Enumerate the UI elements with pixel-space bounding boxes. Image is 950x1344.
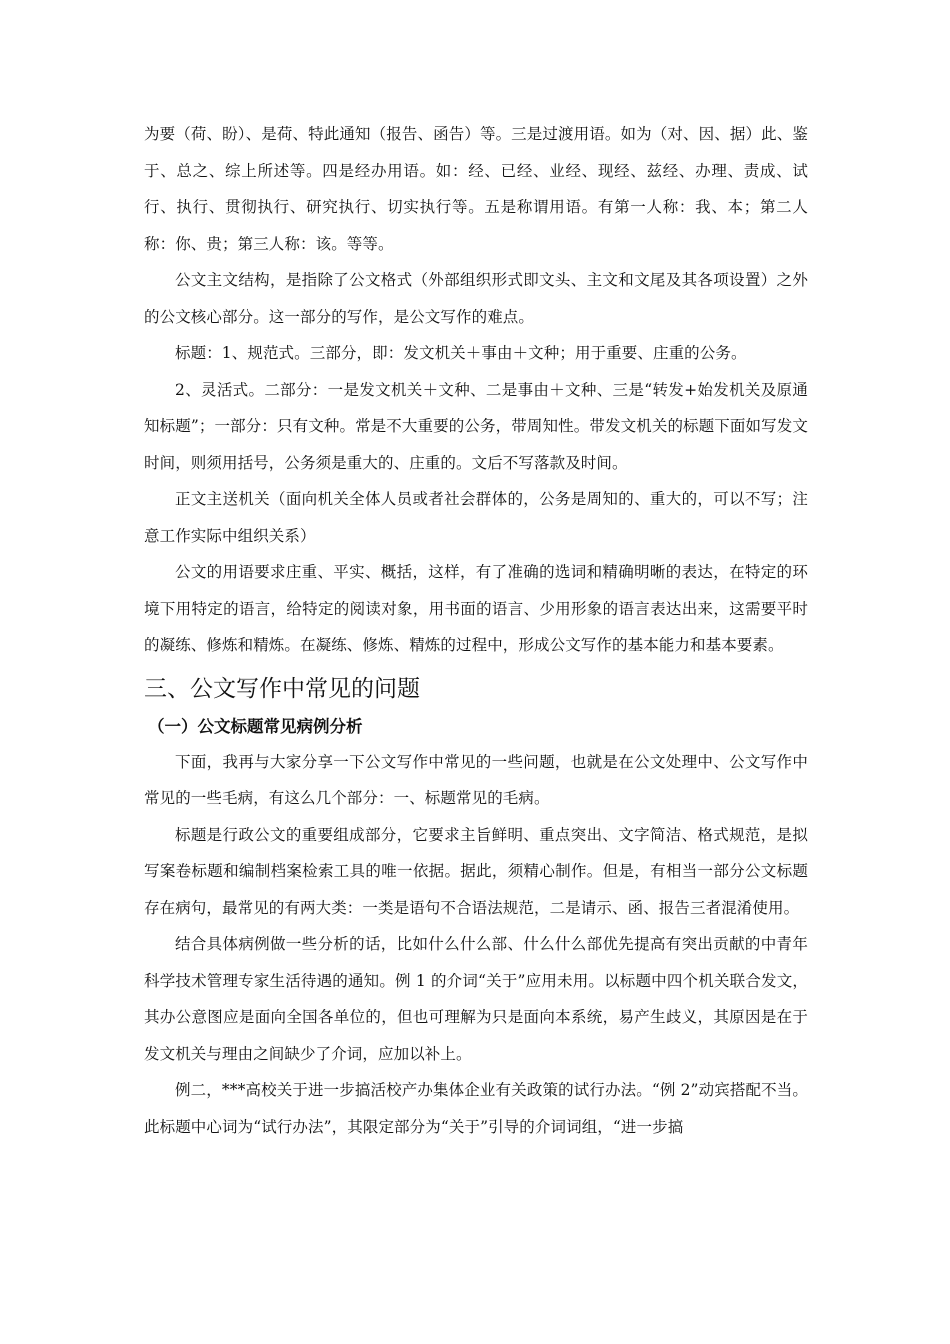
paragraph-usage-terms: 为要（荷、盼）、是荷、特此通知（报告、函告）等。三是过渡用语。如为（对、因、据）此、鉴于、总之、综上所述等。四是经办用语。如：经、已经、业经、现经、兹经、办理、责成、试行、执行、贯彻执行、研究执行、切实执行等。五是称谓用语。有第一人称：我、本；第二人称：你、贵；第三人称：该。等等。 — [144, 125, 808, 253]
paragraph-intro-problems: 下面，我再与大家分享一下公文写作中常见的一些问题，也就是在公文处理中、公文写作中常见的一些毛病，有这么几个部分：一、标题常见的毛病。 — [144, 752, 808, 807]
paragraph-main-structure: 公文主文结构，是指除了公文格式（外部组织形式即文头、主文和文尾及其各项设置）之外的公文核心部分。这一部分的写作，是公文写作的难点。 — [144, 271, 808, 326]
document-page — [144, 116, 808, 1145]
section-heading: 三、公文写作中常见的问题 — [144, 675, 420, 702]
paragraph-title-importance: 标题是行政公文的重要组成部分，它要求主旨鲜明、重点突出、文字简洁、格式规范，是拟写案卷标题和编制档案检索工具的唯一依据。据此，须精心制作。但是，有相当一部分公文标题存在病句，最常见的有两大类：一类是语句不合语法规范，二是请示、函、报告三者混淆使用。 — [144, 825, 808, 917]
sub-heading: （一）公文标题常见病例分析 — [148, 716, 363, 736]
paragraph-recipient: 正文主送机关（面向机关全体人员或者社会群体的，公务是周知的、重大的，可以不写；注意工作实际中组织关系） — [144, 490, 808, 545]
paragraph-example-1: 结合具体病例做一些分析的话，比如什么什么部、什么什么部优先提高有突出贡献的中青年科学技术管理专家生活待遇的通知。例 1 的介词“关于”应用未用。以标题中四个机关联合发文，其办公意图应是面向全国各单位的，但也可理解为只是面向本系统，易产生歧义，其原因是在于发文机关与理由之间缺少了介词，应加以补上。 — [144, 935, 808, 1063]
paragraph-title-standard: 标题：1、规范式。三部分，即：发文机关＋事由＋文种；用于重要、庄重的公务。 — [175, 344, 747, 362]
paragraph-title-flexible: 2、灵活式。二部分：一是发文机关＋文种、二是事由＋文种、三是“转发+始发机关及原通知标题”；一部分：只有文种。常是不大重要的公务，带周知性。带发文机关的标题下面如写发文时间，则须用括号，公务须是重大的、庄重的。文后不写落款及时间。 — [144, 380, 808, 472]
paragraph-example-2: 例二，***高校关于进一步搞活校产办集体企业有关政策的试行办法。“例 2”动宾搭配不当。此标题中心词为“试行办法”，其限定部分为“关于”引导的介词词组，“进一步搞 — [144, 1081, 808, 1136]
paragraph-language: 公文的用语要求庄重、平实、概括，这样，有了准确的选词和精确明晰的表达，在特定的环境下用特定的语言，给特定的阅读对象，用书面的语言、少用形象的语言表达出来，这需要平时的凝练、修炼和精炼。在凝练、修炼、精炼的过程中，形成公文写作的基本能力和基本要素。 — [144, 563, 808, 654]
